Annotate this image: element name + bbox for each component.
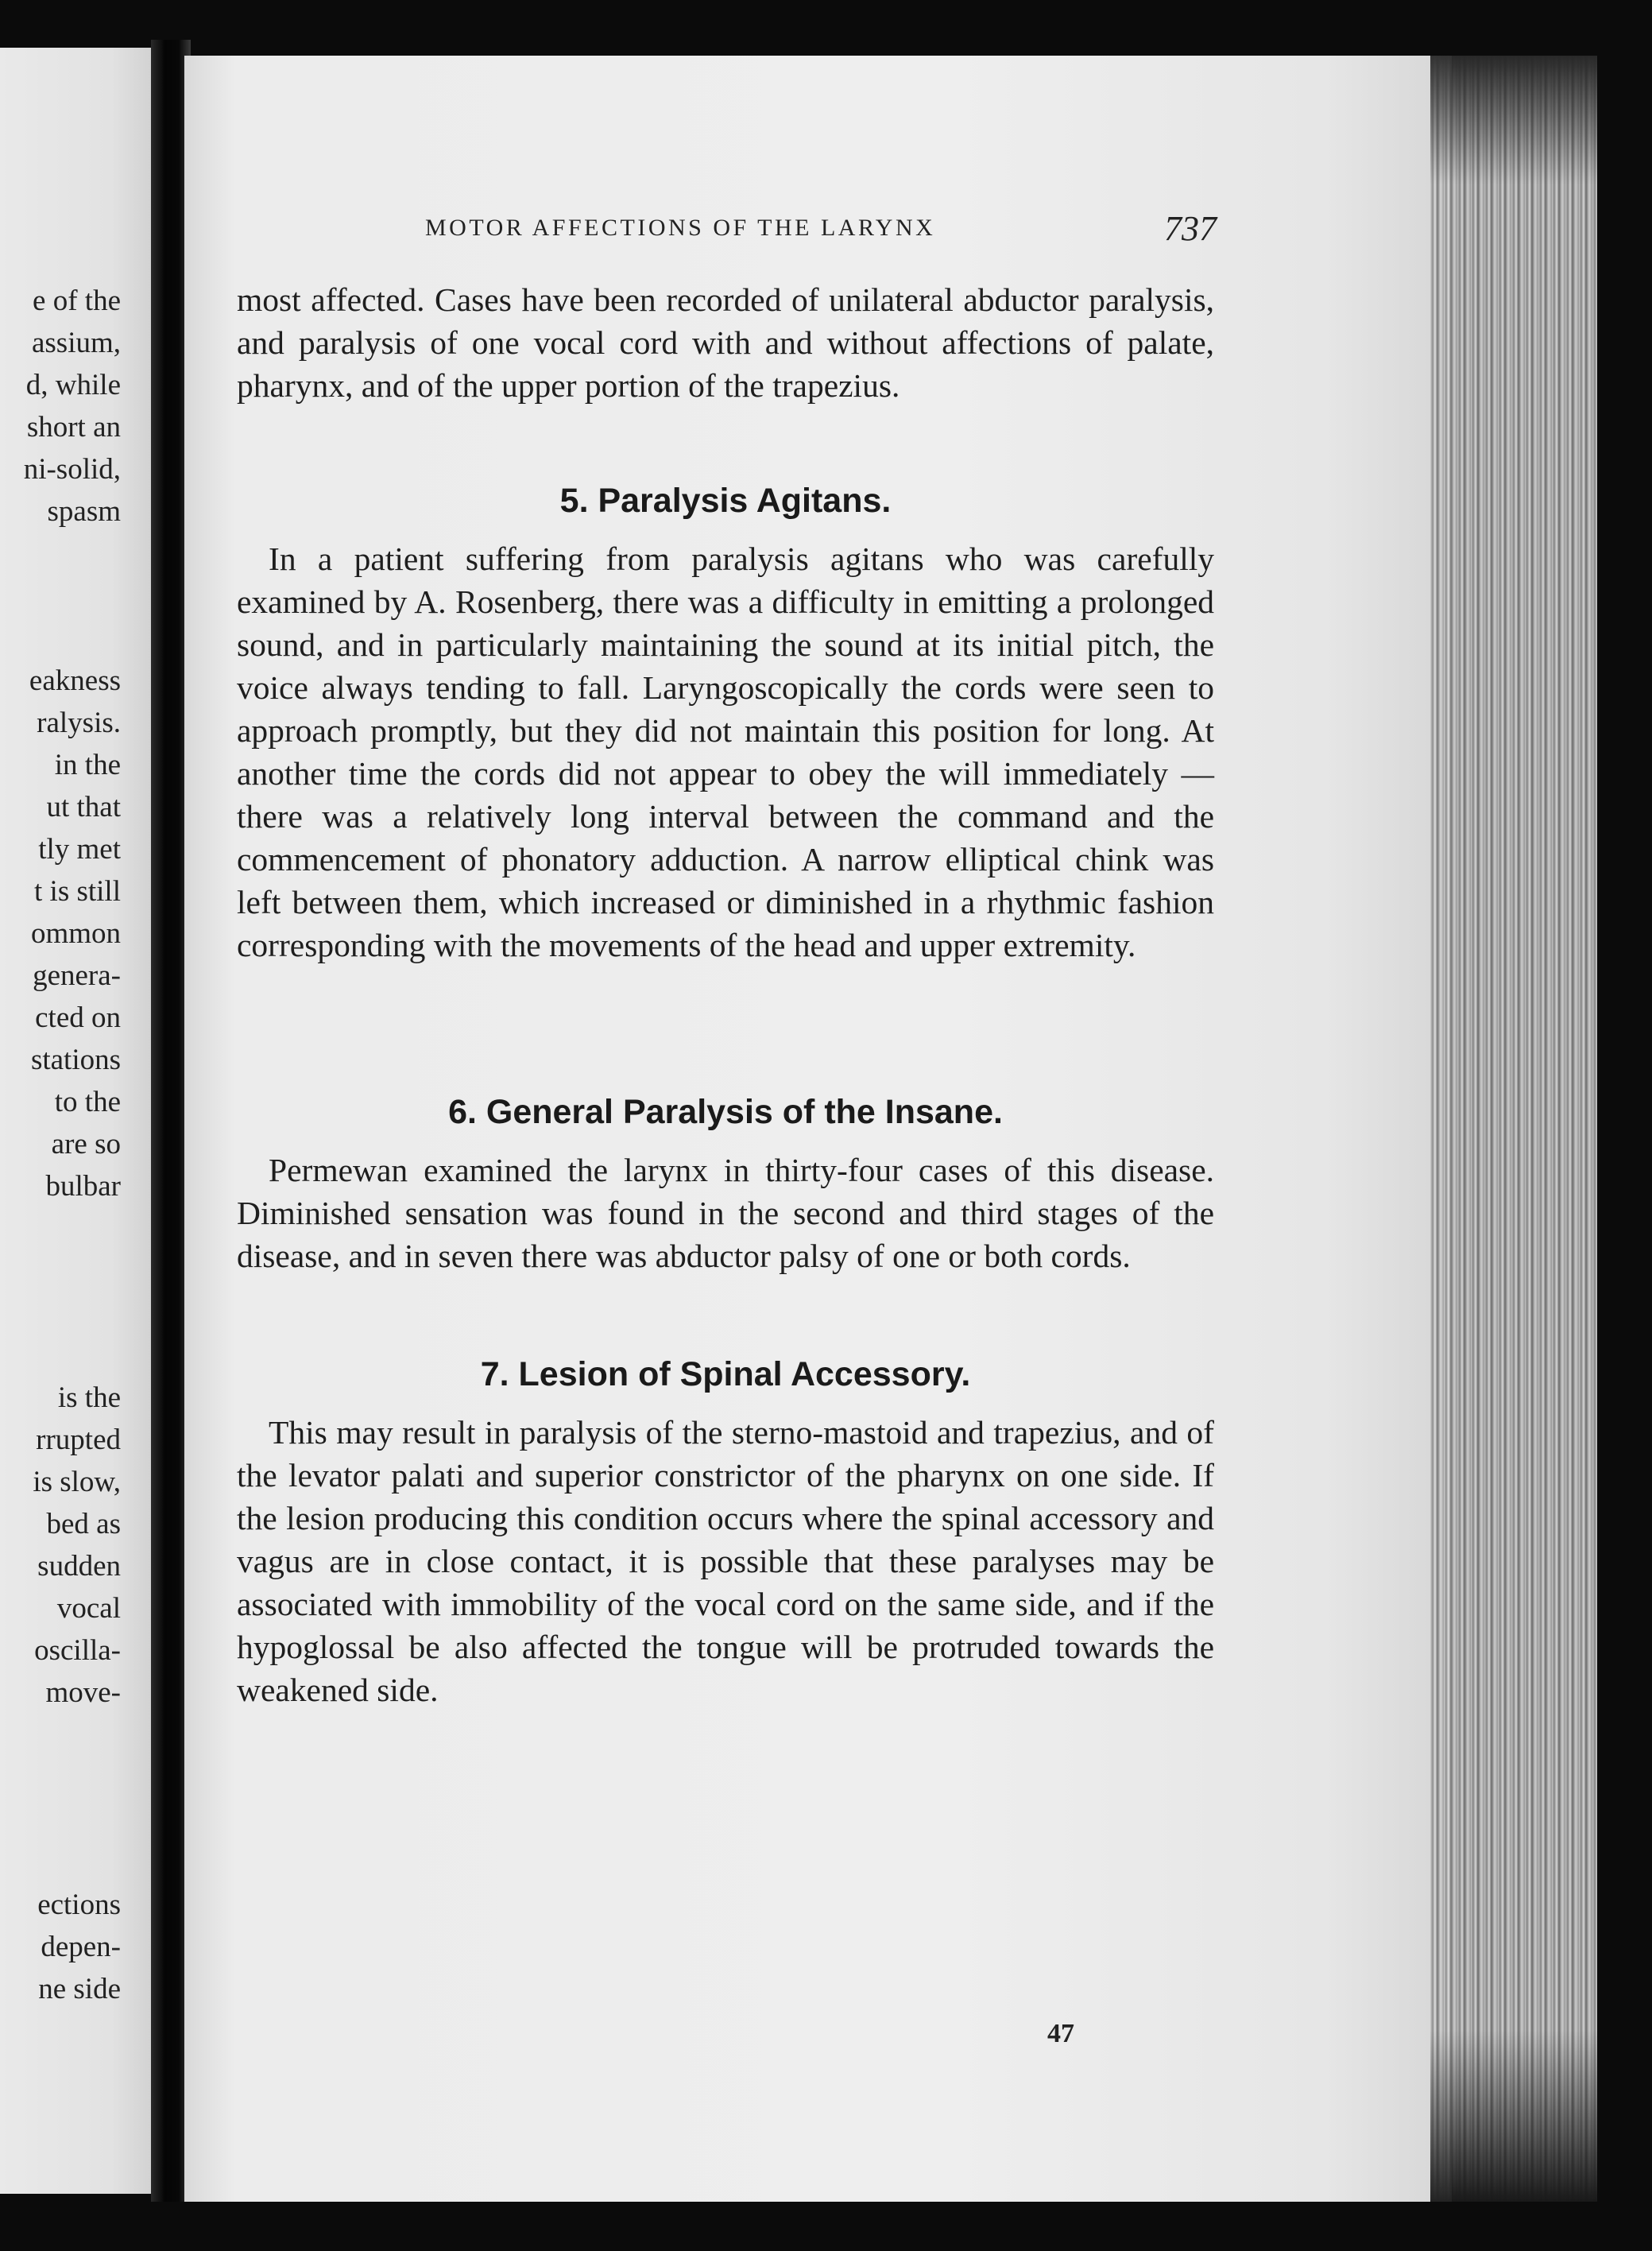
intro-paragraph [237, 278, 1214, 407]
left-page-line: is slow, [33, 1466, 121, 1498]
left-page-line: depen- [41, 1931, 121, 1963]
left-page-line: is the [57, 1381, 121, 1414]
section-heading: 5. Paralysis Agitans. [559, 482, 892, 520]
left-page-line: to the [54, 1086, 121, 1118]
left-page-line: bulbar [45, 1170, 121, 1203]
section-body [237, 537, 1214, 967]
left-page-line: genera- [33, 959, 121, 992]
left-page-line: ut that [46, 791, 121, 823]
scan-background [1597, 0, 1652, 2251]
section-heading: 7. Lesion of Spinal Accessory. [480, 1355, 971, 1393]
section-body [237, 1149, 1214, 1277]
paragraph-text: This may result in paralysis of the sterno-mastoid and trapezius, and of the levator palati and superior constrictor of the pharynx on one side. If the lesion producing this condition occurs where the spinal accessory and vagus are in close contact, it is possible that these paralyses may be associated with immobility of the vocal cord on the same side, and if the hypoglossal be also affected the tongue will be protruded towards the weakened side. [237, 1414, 1214, 1708]
left-page-line: ralysis. [37, 707, 121, 739]
left-page-line: ni-solid, [23, 453, 121, 486]
signature-mark: 47 [1047, 2019, 1074, 2048]
left-page-line: vocal [56, 1592, 121, 1625]
left-page-line: rrupted [36, 1424, 121, 1456]
left-page-line: move- [45, 1676, 121, 1709]
left-page-line: t is still [34, 875, 121, 908]
left-page-line: d, while [25, 369, 121, 401]
paragraph-text: most affected. Cases have been recorded of unilateral abductor paralysis, and paralysis of one vocal cord with and without affections of palate, pharynx, and of the upper portion of the trapezius. [237, 281, 1214, 404]
left-page-line: eakness [29, 664, 121, 697]
left-page-line: ne side [38, 1973, 121, 2005]
paragraph-text: Permewan examined the larynx in thirty-four cases of this disease. Diminished sensation was found in the second and third stages of the disease, and in seven there was abductor palsy of one or both cords. [237, 1152, 1214, 1274]
left-page-line: in the [54, 749, 121, 781]
page-number: 737 [1164, 209, 1217, 248]
page-edges [1430, 56, 1597, 2202]
left-page-line: cted on [35, 1002, 121, 1034]
running-head: MOTOR AFFECTIONS OF THE LARYNX [425, 215, 936, 241]
left-page-line: short an [26, 411, 121, 444]
left-page-line: tly met [38, 833, 121, 866]
left-facing-page [0, 48, 159, 2194]
section-body [237, 1411, 1214, 1711]
paragraph-text: In a patient suffering from paralysis agitans who was carefully examined by A. Rosenberg, there was a difficulty in emitting a prolonged sound, and in particularly maintaining the sound at its initial pitch, the voice always tending to fall. Laryngoscopically the cords were seen to approach promptly, but they did not maintain this position for long. At another time the cords did not appear to obey the will immediately —there was a relatively long interval between the command and the commencement of phonatory adduction. A narrow elliptical chink was left between them, which increased or diminished in a rhythmic fashion corresponding with the movements of the head and upper extremity. [237, 540, 1214, 963]
left-page-line: ections [37, 1889, 121, 1921]
section-heading: 6. General Paralysis of the Insane. [448, 1093, 1003, 1131]
left-page-line: are so [51, 1128, 121, 1160]
left-page-line: sudden [37, 1550, 121, 1583]
left-page-line: ommon [30, 917, 121, 950]
left-page-line: spasm [47, 495, 121, 528]
left-page-line: stations [30, 1044, 121, 1076]
left-page-line: bed as [46, 1508, 121, 1540]
left-page-line: e of the [33, 285, 121, 317]
left-page-line: oscilla- [34, 1634, 121, 1667]
left-page-line: assium, [31, 327, 121, 359]
